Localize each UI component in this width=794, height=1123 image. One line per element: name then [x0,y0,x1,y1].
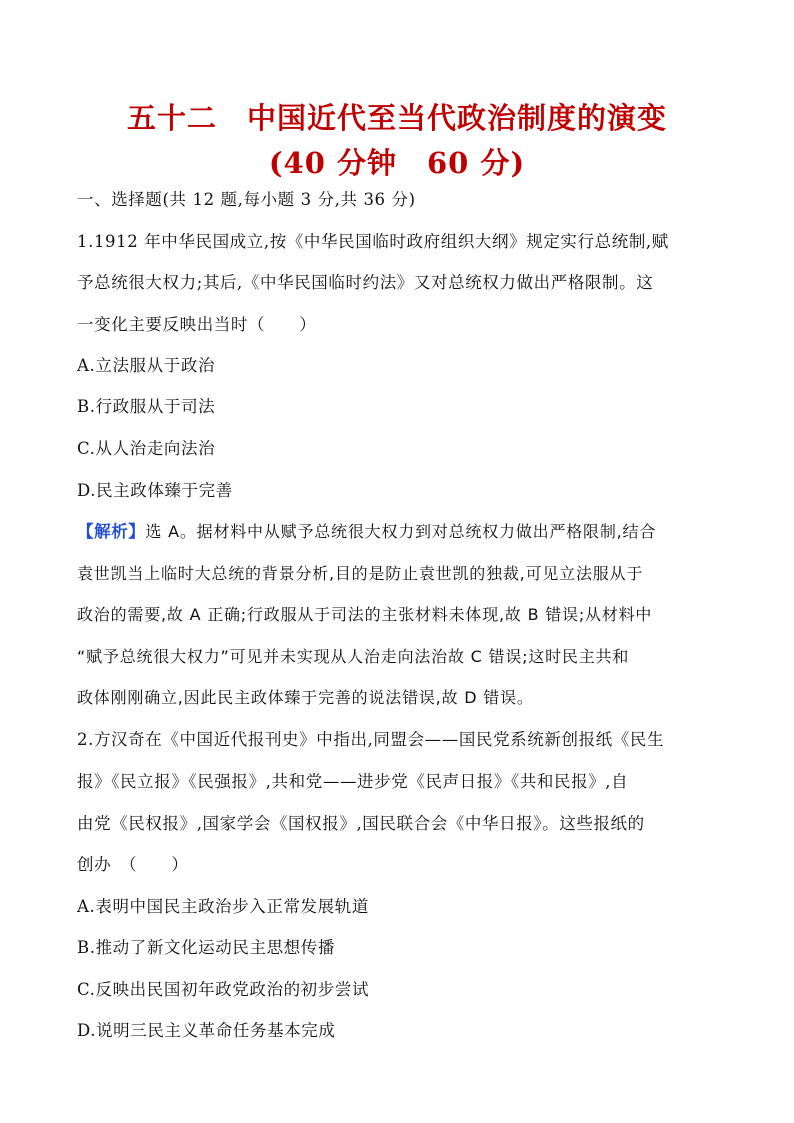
question-1-explanation-line-3: 政治的需要,故 A 正确;行政服从于司法的主张材料未体现,故 B 错误;从材料中 [77,605,653,624]
question-2-option-c: C.反映出民国初年政党政治的初步尝试 [77,980,370,999]
question-1-explanation-line-2: 袁世凯当上临时大总统的背景分析,目的是防止袁世凯的独裁,可见立法服从于 [77,564,644,583]
question-2-line-3: 由党《民权报》,国家学会《国权报》,国民联合会《中华日报》。这些报纸的 [77,814,645,833]
question-1-line-1: 1.1912 年中华民国成立,按《中华民国临时政府组织大纲》规定实行总统制,赋 [77,232,669,251]
question-1-option-c: C.从人治走向法治 [77,439,216,458]
question-2-option-d: D.说明三民主义革命任务基本完成 [77,1021,336,1040]
question-2-line-4: 创办 （ ） [77,855,189,874]
question-1-option-a: A.立法服从于政治 [77,356,216,375]
question-1-option-b: B.行政服从于司法 [77,397,216,416]
question-2-line-2: 报》《民立报》《民强报》,共和党——进步党《民声日报》《共和民报》,自 [77,772,629,791]
question-2-option-a: A.表明中国民主政治步入正常发展轨道 [77,897,369,916]
explanation-tag: 【解析】 [77,522,146,541]
section-header: 一、选择题(共 12 题,每小题 3 分,共 36 分) [77,190,416,209]
page-subtitle: (40 分钟 60 分) [268,146,526,180]
question-1-line-2: 予总统很大权力;其后,《中华民国临时约法》又对总统权力做出严格限制。这 [77,273,654,292]
question-1-option-d: D.民主政体臻于完善 [77,481,233,500]
page-title: 五十二 中国近代至当代政治制度的演变 [126,101,667,135]
question-1-explanation-line-5: 政体刚刚确立,因此民主政体臻于完善的说法错误,故 D 错误。 [77,688,534,707]
question-2-option-b: B.推动了新文化运动民主思想传播 [77,938,335,957]
question-2-line-1: 2.方汉奇在《中国近代报刊史》中指出,同盟会——国民党系统新创报纸《民生 [77,730,665,749]
question-1-explanation-line-1 [77,522,656,542]
question-1-line-3: 一变化主要反映出当时（ ） [77,315,317,334]
question-1-explanation-line-4: “赋予总统很大权力”可见并未实现从人治走向法治故 C 错误;这时民主共和 [77,647,630,666]
explanation-text: 选 A。据材料中从赋予总统很大权力到对总统权力做出严格限制,结合 [145,522,657,541]
